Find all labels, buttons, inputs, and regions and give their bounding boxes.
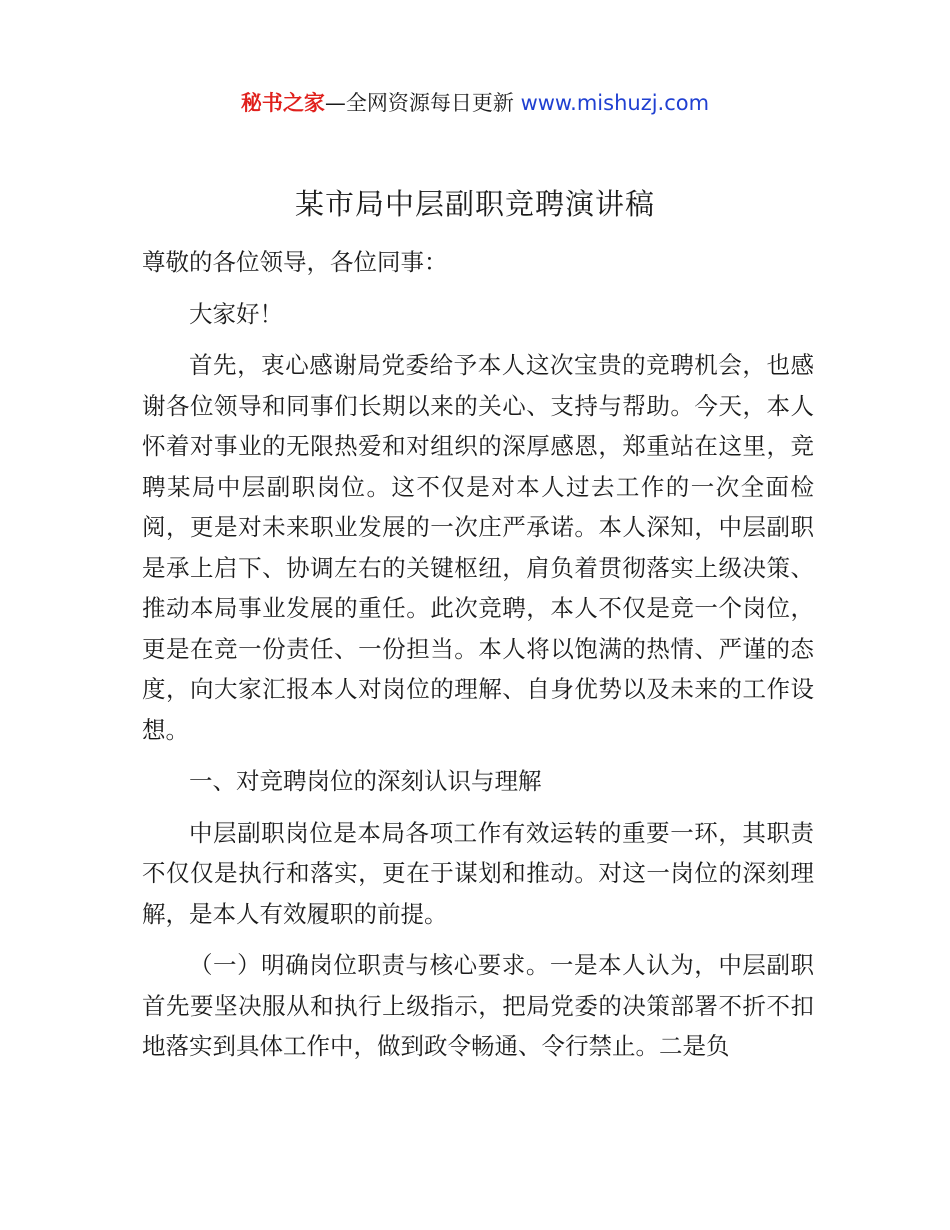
site-brand: 秘书之家 [240,91,325,115]
section-heading: 一、对竞聘岗位的深刻认识与理解 [189,767,542,795]
document-body [142,242,814,1078]
site-header [0,88,950,118]
site-url-link[interactable]: www.mishuzj.com [520,91,710,115]
paragraph-intro: 首先，衷心感谢局党委给予本人这次宝贵的竞聘机会，也感谢各位领导和同事们长期以来的关心、支持与帮助。今天，本人怀着对事业的无限热爱和对组织的深厚感恩，郑重站在这里，竞聘某局中层副职岗位。这不仅是对本人过去工作的一次全面检阅，更是对未来职业发展的一次庄严承诺。本人深知，中层副职是承上启下、协调左右的关键枢纽，肩负着贯彻落实上级决策、推动本局事业发展的重任。此次竞聘，本人不仅是竞一个岗位，更是在竞一份责任、一份担当。本人将以饱满的热情、严谨的态度，向大家汇报本人对岗位的理解、自身优势以及未来的工作设想。 [142,351,814,744]
paragraph-greeting: 大家好！ [189,299,283,328]
paragraph-subsection-1: （一）明确岗位职责与核心要求。一是本人认为，中层副职首先要坚决服从和执行上级指示，把局党委的决策部署不折不扣地落实到具体工作中，做到政令畅通、令行禁止。二是负 [142,951,814,1060]
salutation: 尊敬的各位领导，各位同事： [142,248,448,276]
site-tagline: —全网资源每日更新 [324,91,521,115]
paragraph-section-intro: 中层副职岗位是本局各项工作有效运转的重要一环，其职责不仅仅是执行和落实，更在于谋划和推动。对这一岗位的深刻理解，是本人有效履职的前提。 [142,818,814,928]
document-title: 某市局中层副职竞聘演讲稿 [294,187,655,221]
